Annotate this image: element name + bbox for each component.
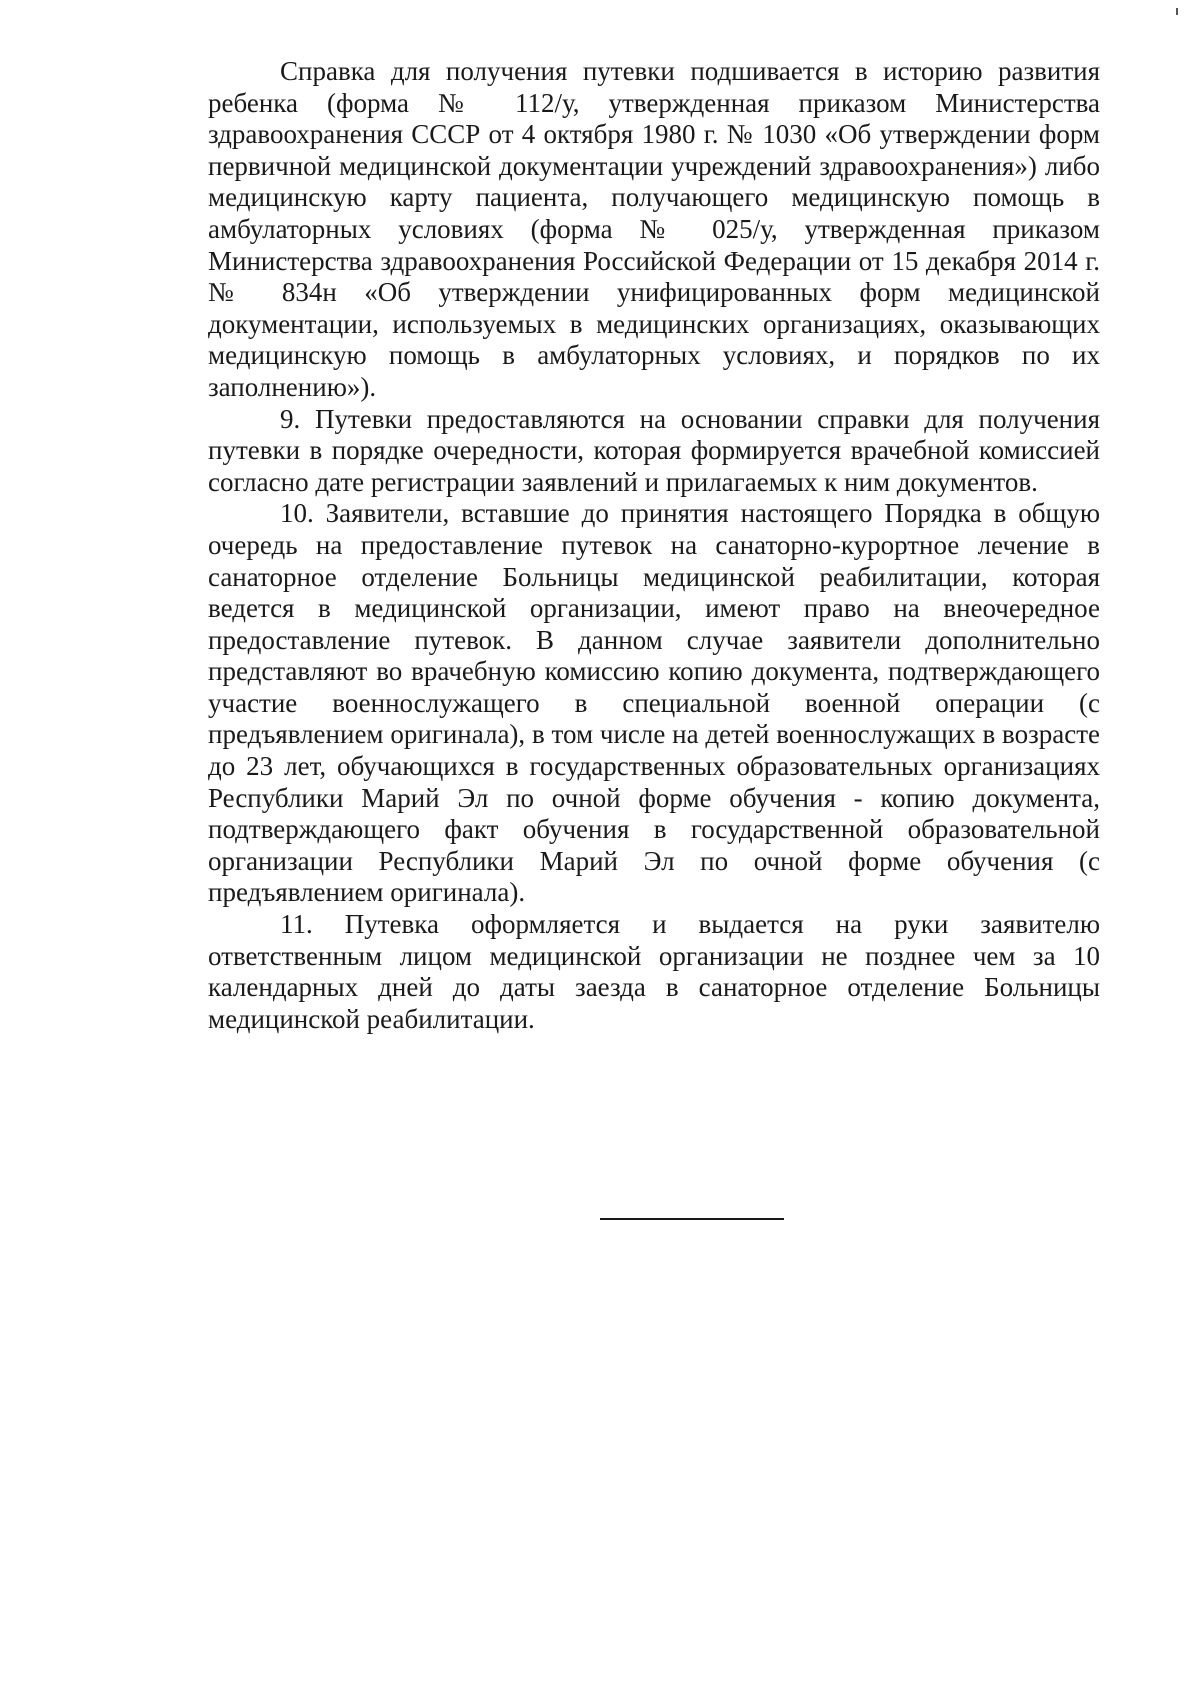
- paragraph-9: 9. Путевки предоставляются на основании справки для получения путевки в порядке очередности, которая формируется врачебной комиссией согласно дате регистрации заявлений и прилагаемых к ним документов.: [208, 403, 1100, 497]
- paragraph-10: 10. Заявители, вставшие до принятия настоящего Порядка в общую очередь на предоставление путевок на санаторно-курортное лечение в санаторное отделение Больницы медицинской реабилитации, которая ведется в медицинской организации, имеют право на внеочередное предоставление путевок. В данном случае заявители дополнительно представляют во врачебную комиссию копию документа, подтверждающего участие военнослужащего в специальной военной операции (с предъявлением оригинала), в том числе на детей военнослужащих в возрасте до 23 лет, обучающихся в государственных образовательных организациях Республики Марий Эл по очной форме обучения - копию документа, подтверждающего факт обучения в государственной образовательной организации Республики Марий Эл по очной форме обучения (с предъявлением оригинала).: [208, 498, 1100, 908]
- end-of-document-rule: [600, 1218, 784, 1220]
- document-body: [208, 56, 1100, 1035]
- scan-mark: [1176, 8, 1178, 15]
- paragraph-11: 11. Путевка оформляется и выдается на руки заявителю ответственным лицом медицинской организации не позднее чем за 10 календарных дней до даты заезда в санаторное отделение Больницы медицинской реабилитации.: [208, 909, 1100, 1034]
- paragraph-certificate-filing: Справка для получения путевки подшивается в историю развития ребенка (форма № 112/у, утвержденная приказом Министерства здравоохранения СССР от 4 октября 1980 г. № 1030 «Об утверждении форм первичной медицинской документации учреждений здравоохранения») либо медицинскую карту пациента, получающего медицинскую помощь в амбулаторных условиях (форма № 025/у, утвержденная приказом Министерства здравоохранения Российской Федерации от 15 декабря 2014 г. № 834н «Об утверждении унифицированных форм медицинской документации, используемых в медицинских организациях, оказывающих медицинскую помощь в амбулаторных условиях, и порядков по их заполнению»).: [208, 56, 1100, 402]
